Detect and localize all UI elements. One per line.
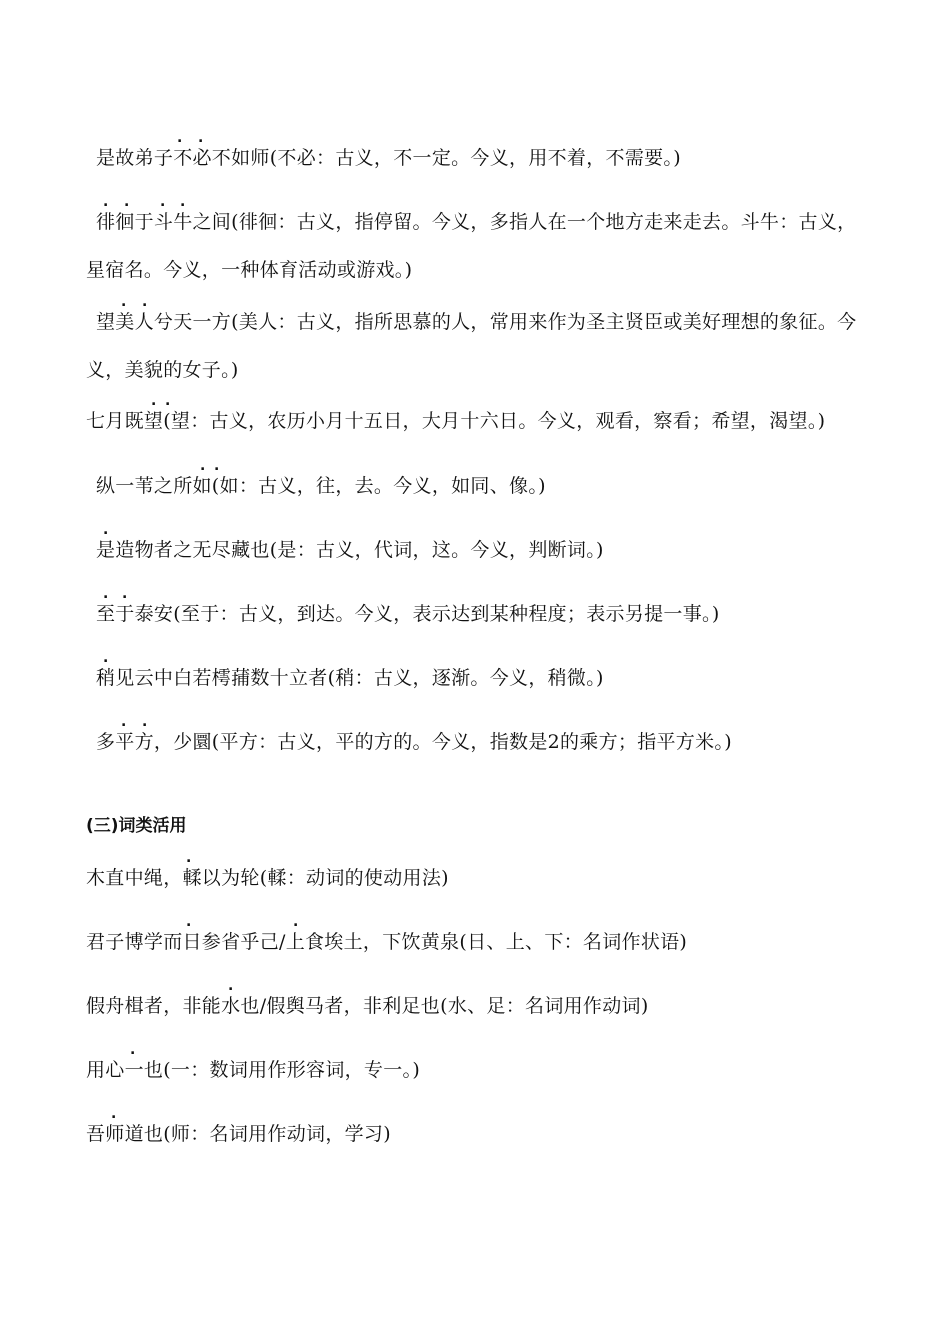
text-line: 木直中绳，輮以为轮(輮：动词的使动用法) xyxy=(86,867,449,889)
text-line: 假舟楫者，非能水也/假舆马者，非利足也(水、足：名词用作动词) xyxy=(86,995,649,1017)
emphasis-dot: . xyxy=(130,1042,136,1058)
emphasis-dot: . xyxy=(103,586,109,602)
section-heading: (三)词类活用 xyxy=(86,816,187,836)
emphasis-dot: . xyxy=(103,650,109,666)
emphasis-dot: . xyxy=(121,294,127,310)
text-line: 吾师道也(师：名词用作动词，学习) xyxy=(86,1123,391,1145)
emphasis-dot: . xyxy=(124,194,130,210)
emphasis-dot: . xyxy=(180,194,186,210)
emphasis-dot: . xyxy=(186,850,192,866)
text-line: 星宿名。今义，一种体育活动或游戏。) xyxy=(86,259,413,281)
emphasis-dot: . xyxy=(186,914,192,930)
emphasis-dot: . xyxy=(103,522,109,538)
text-line: 多平方，少圜(平方：古义，平的方的。今义，指数是2的乘方；指平方米。) xyxy=(96,731,732,753)
text-line: 稍见云中白若樗蒱数十立者(稍：古义，逐渐。今义，稍微。) xyxy=(96,667,604,689)
emphasis-dot: . xyxy=(293,914,299,930)
text-line: 望美人兮天一方(美人：古义，指所思慕的人，常用来作为圣主贤臣或美好理想的象征。今 xyxy=(96,311,857,333)
emphasis-dot: . xyxy=(103,194,109,210)
text-line: 是造物者之无尽藏也(是：古义，代词，这。今义，判断词。) xyxy=(96,539,604,561)
emphasis-dot: . xyxy=(121,714,127,730)
text-line: 义，美貌的女子。) xyxy=(86,359,239,381)
emphasis-dot: . xyxy=(142,714,148,730)
text-line: 七月既望(望：古义，农历小月十五日，大月十六日。今义，观看，察看；希望，渴望。) xyxy=(86,410,826,432)
emphasis-dot: . xyxy=(122,586,128,602)
text-line: 纵一苇之所如(如：古义，往，去。今义，如同、像。) xyxy=(96,475,546,497)
text-line: 用心一也(一：数词用作形容词，专一。) xyxy=(86,1059,421,1081)
emphasis-dot: . xyxy=(165,393,171,409)
text-line: 至于泰安(至于：古义，到达。今义，表示达到某种程度；表示另提一事。) xyxy=(96,603,720,625)
text-line: 是故弟子不必不如师(不必：古义，不一定。今义，用不着，不需要。) xyxy=(96,147,681,169)
emphasis-dot: . xyxy=(177,130,183,146)
emphasis-dot: . xyxy=(151,393,157,409)
text-line: 君子博学而日参省乎己/上食埃土，下饮黄泉(日、上、下：名词作状语) xyxy=(86,931,688,953)
emphasis-dot: . xyxy=(200,458,206,474)
text-line: 徘徊于斗牛之间(徘徊：古义，指停留。今义，多指人在一个地方走来走去。斗牛：古义， xyxy=(96,211,857,233)
emphasis-dot: . xyxy=(111,1106,117,1122)
emphasis-dot: . xyxy=(160,194,166,210)
emphasis-dot: . xyxy=(228,978,234,994)
emphasis-dot: . xyxy=(142,294,148,310)
emphasis-dot: . xyxy=(198,130,204,146)
emphasis-dot: . xyxy=(214,458,220,474)
